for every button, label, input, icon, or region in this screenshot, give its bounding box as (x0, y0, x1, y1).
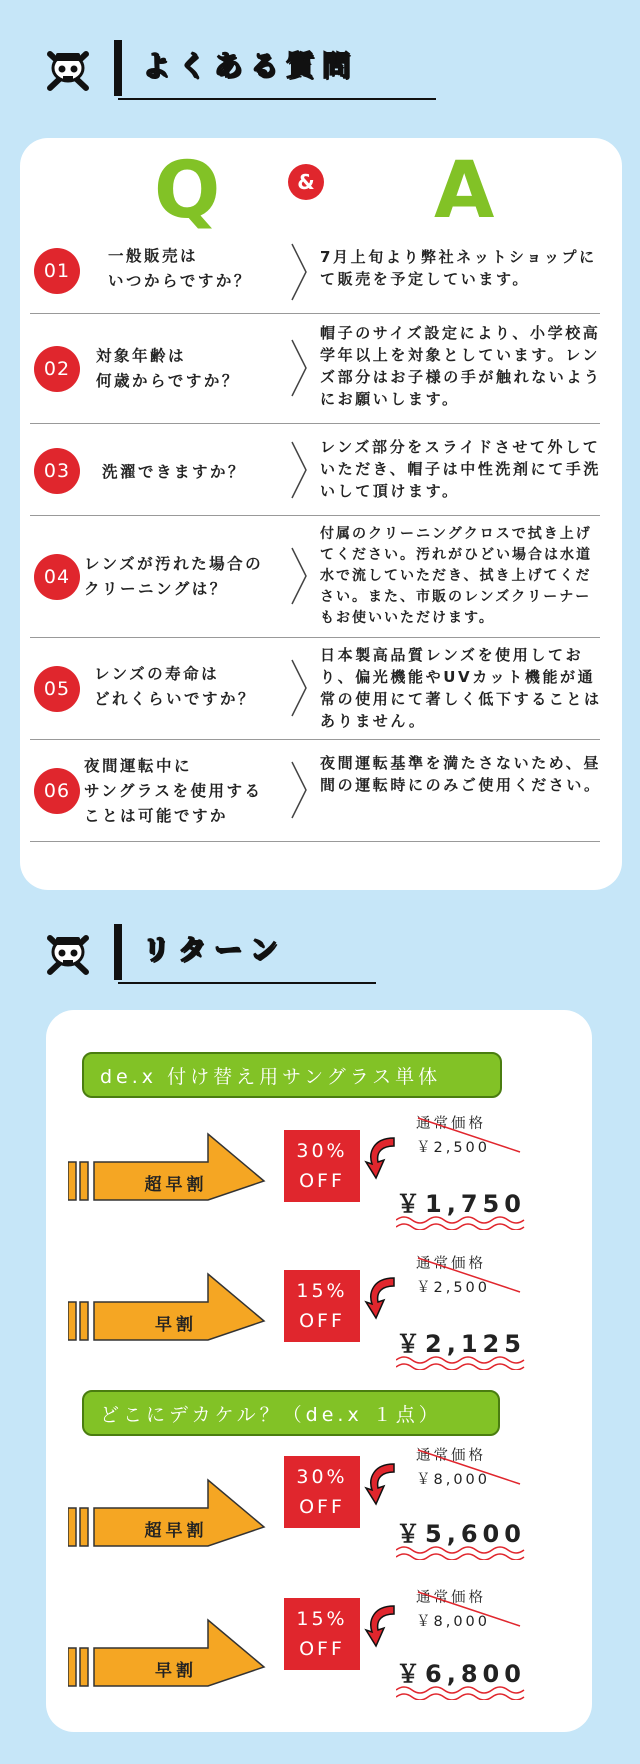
answer-text: 帽子のサイズ設定により、小学校高学年以上を対象としています。レンズ部分はお子様の手が触れないようにお願いします。 (320, 324, 602, 408)
regular-price-label: 通常価格 (416, 1256, 486, 1272)
item-number: 04 (34, 554, 80, 600)
discount-pct: 30% (296, 1466, 348, 1488)
question-text: 対象年齢は 何歳からですか？ (96, 347, 240, 390)
faq-item (20, 230, 610, 314)
wave-underline (396, 1356, 526, 1370)
q-heading: Q (154, 146, 221, 236)
chevron-right-icon (290, 658, 310, 718)
chevron-right-icon (290, 546, 310, 606)
question-text: 夜間運転中に サングラスを使用する ことは可能ですか (84, 757, 263, 825)
sale-price: ￥5,600 (396, 1520, 526, 1548)
tier-label: 超早割 (144, 1175, 208, 1195)
item-number: 01 (34, 248, 80, 294)
discount-off: OFF (299, 1170, 345, 1192)
chevron-right-icon (290, 440, 310, 500)
skull-crossbones-icon (40, 44, 96, 96)
heading-underline (118, 98, 436, 100)
answer-text: 日本製高品質レンズを使用しており、偏光機能やUVカット機能が通常の使用にて著しく低下することはありません。 (320, 646, 602, 730)
tier-label: 早割 (155, 1661, 197, 1681)
discount-pct: 15% (296, 1280, 348, 1302)
a-heading: A (434, 146, 495, 236)
question-text: レンズの寿命は どれくらいですか？ (94, 665, 257, 708)
item-number: 03 (34, 448, 80, 494)
regular-price-label: 通常価格 (416, 1116, 486, 1132)
faq-card (20, 138, 622, 890)
strike-line (404, 1254, 524, 1294)
answer-text: 7月上旬より弊社ネットショップにて販売を予定しています。 (320, 248, 597, 288)
regular-price: ￥2,500 (416, 1280, 491, 1296)
discount-badge (284, 1456, 360, 1528)
row-divider (30, 841, 600, 842)
curved-arrow-icon (364, 1602, 404, 1650)
faq-title: よくある質問 (142, 49, 359, 82)
heading-bar (114, 40, 122, 96)
product-label: de.x 付け替え用サングラス単体 (82, 1052, 502, 1098)
curved-arrow-icon (364, 1274, 404, 1322)
heading-underline (118, 982, 376, 984)
wave-underline (396, 1686, 526, 1700)
answer-text: 夜間運転基準を満たさないため、昼間の運転時にのみご使用ください。 (320, 754, 602, 794)
return-header (40, 924, 400, 986)
return-title: リターン (142, 933, 286, 966)
faq-item (20, 424, 610, 516)
faq-item (20, 638, 610, 740)
question-text: 一般販売は いつからですか？ (108, 247, 252, 290)
chevron-right-icon (290, 760, 310, 820)
faq-item (20, 314, 610, 424)
wave-underline (396, 1546, 526, 1560)
discount-badge (284, 1130, 360, 1202)
discount-off: OFF (299, 1310, 345, 1332)
faq-item (20, 740, 610, 842)
tier-label: 早割 (155, 1315, 197, 1335)
strike-line (404, 1114, 524, 1154)
discount-off: OFF (299, 1638, 345, 1660)
chevron-right-icon (290, 242, 310, 302)
curved-arrow-icon (364, 1460, 404, 1508)
faq-header (40, 40, 400, 102)
skull-crossbones-icon (40, 928, 96, 980)
item-number: 05 (34, 666, 80, 712)
discount-badge (284, 1598, 360, 1670)
sale-price: ￥6,800 (396, 1660, 526, 1688)
question-text: レンズが汚れた場合の クリーニングは？ (84, 555, 264, 598)
sale-price: ￥2,125 (396, 1330, 526, 1358)
item-number: 06 (34, 768, 80, 814)
return-card (46, 1010, 592, 1732)
answer-text: レンズ部分をスライドさせて外していただき、帽子は中性洗剤にて手洗いして頂けます。 (320, 438, 602, 500)
item-number: 02 (34, 346, 80, 392)
question-text: 洗濯できますか？ (102, 463, 247, 481)
tier-label: 超早割 (144, 1521, 208, 1541)
wave-underline (396, 1216, 526, 1230)
regular-price-label: 通常価格 (416, 1590, 486, 1606)
regular-price-label: 通常価格 (416, 1448, 486, 1464)
strike-line (404, 1588, 524, 1628)
heading-bar (114, 924, 122, 980)
regular-price: ￥8,000 (416, 1472, 491, 1488)
chevron-right-icon (290, 338, 310, 398)
discount-pct: 30% (296, 1140, 348, 1162)
regular-price: ￥8,000 (416, 1614, 491, 1630)
regular-price: ￥2,500 (416, 1140, 491, 1156)
strike-line (404, 1446, 524, 1486)
discount-off: OFF (299, 1496, 345, 1518)
discount-badge (284, 1270, 360, 1342)
sale-price: ￥1,750 (396, 1190, 526, 1218)
curved-arrow-icon (364, 1134, 404, 1182)
ampersand-badge: & (288, 164, 324, 200)
product-label: どこにデカケル？（de.x １点） (82, 1390, 500, 1436)
discount-pct: 15% (296, 1608, 348, 1630)
faq-item (20, 516, 610, 638)
answer-text: 付属のクリーニングクロスで拭き上げてください。汚れがひどい場合は水道水で流していただき、拭き上げてください。また、市販のレンズクリーナーもお使いいただけます。 (320, 526, 592, 626)
